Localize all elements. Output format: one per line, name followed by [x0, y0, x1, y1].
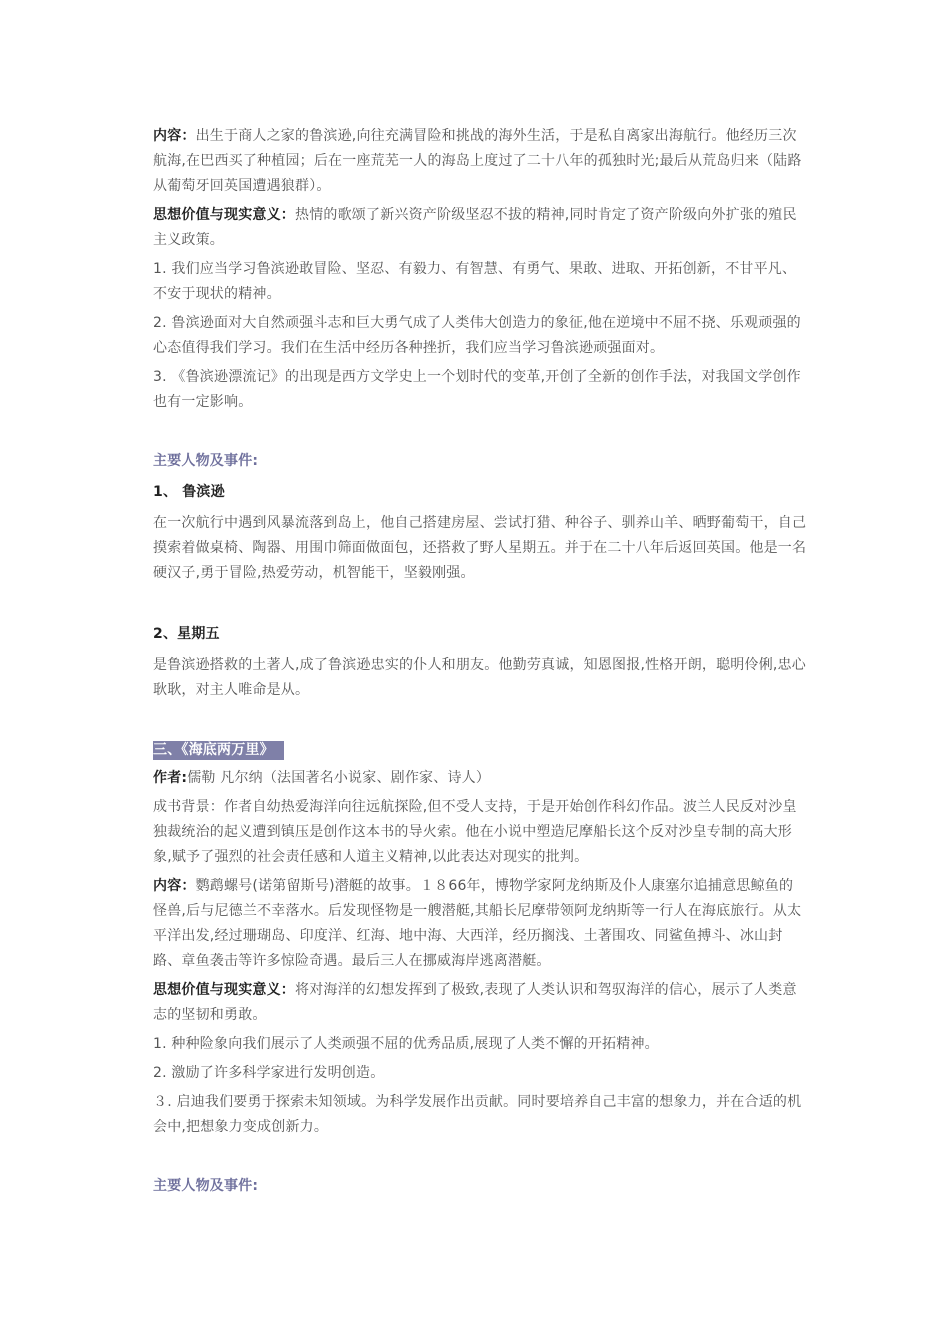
characters-heading: 主要人物及事件: — [153, 1178, 259, 1194]
content-paragraph — [153, 124, 807, 199]
spacer — [153, 707, 807, 733]
value-paragraph — [153, 203, 807, 253]
value-point: ３. 启迪我们要勇于探索未知领域。为科学发展作出贡献。同时要培养自己丰富的想象力，并在合适的机会中,把想象力变成创新力。 — [153, 1094, 802, 1135]
value-point: 1. 种种险象向我们展示了人类顽强不屈的优秀品质,展现了人类不懈的开拓精神。 — [153, 1036, 659, 1052]
character-title: 1、 鲁滨逊 — [153, 484, 225, 500]
author-paragraph — [153, 766, 807, 791]
value-point: 2. 鲁滨逊面对大自然顽强斗志和巨大勇气成了人类伟大创造力的象征,他在逆境中不屈不挠、乐观顽强的心态值得我们学习。我们在生活中经历各种挫折，我们应当学习鲁滨逊顽强面对。 — [153, 315, 801, 356]
author-label: 作者: — [153, 770, 188, 786]
value-text: 热情的歌颂了新兴资产阶级坚忍不拔的精神,同时肯定了资产阶级向外扩张的殖民主义政策。 — [153, 207, 797, 248]
value-point: 1. 我们应当学习鲁滨逊敢冒险、坚忍、有毅力、有智慧、有勇气、果敢、进取、开拓创新，不甘平凡、不安于现状的精神。 — [153, 261, 797, 302]
value-point: 2. 激励了许多科学家进行发明创造。 — [153, 1065, 385, 1081]
content-text: 出生于商人之家的鲁滨逊,向往充满冒险和挑战的海外生活，于是私自离家出海航行。他经历三次航海,在巴西买了种植园；后在一座荒芜一人的海岛上度过了二十八年的孤独时光;最后从荒岛归来（陆路从葡萄牙回英国遭遇狼群）。 — [153, 128, 802, 194]
content-label: 内容： — [153, 878, 196, 894]
chapter-title: 三、《海底两万里》 — [153, 741, 284, 760]
content-paragraph — [153, 874, 807, 974]
character-description: 是鲁滨逊搭救的土著人,成了鲁滨逊忠实的仆人和朋友。他勤劳真诚，知恩图报,性格开朗，聪明伶俐,忠心耿耿，对主人唯命是从。 — [153, 657, 806, 698]
value-label: 思想价值与现实意义： — [153, 207, 295, 223]
background-paragraph: 成书背景：作者自幼热爱海洋向往远航探险,但不受人支持，于是开始创作科幻作品。波兰人民反对沙皇独裁统治的起义遭到镇压是创作这本书的导火索。他在小说中塑造尼摩船长这个反对沙皇专制的高大形象,赋予了强烈的社会责任感和人道主义精神,以此表达对现实的批判。 — [153, 799, 797, 865]
character-title: 2、星期五 — [153, 626, 220, 642]
value-paragraph — [153, 978, 807, 1028]
document-page — [153, 124, 807, 1205]
content-label: 内容： — [153, 128, 196, 144]
characters-heading: 主要人物及事件: — [153, 453, 259, 469]
value-text: 将对海洋的幻想发挥到了极致,表现了人类认识和驾驭海洋的信心，展示了人类意志的坚韧和勇敢。 — [153, 982, 797, 1023]
author-text: 儒勒 凡尔纳（法国著名小说家、剧作家、诗人） — [187, 770, 491, 786]
spacer — [153, 590, 807, 622]
value-point: 3. 《鲁滨逊漂流记》的出现是西方文学史上一个划时代的变革,开创了全新的创作手法，对我国文学创作也有一定影响。 — [153, 369, 801, 410]
content-text: 鹦鹉螺号(诺第留斯号)潜艇的故事。１８66年，博物学家阿龙纳斯及仆人康塞尔追捕意思鲸鱼的怪兽,后与尼德兰不幸落水。后发现怪物是一艘潜艇,其船长尼摩带领阿龙纳斯等一行人在海底旅行。从太平洋出发,经过珊瑚岛、印度洋、红海、地中海、大西洋，经历搁浅、土著围攻、同鲨鱼搏斗、冰山封路、章鱼袭击等许多惊险奇遇。最后三人在挪威海岸逃离潜艇。 — [153, 878, 802, 969]
character-description: 在一次航行中遇到风暴流落到岛上，他自己搭建房屋、尝试打猎、种谷子、驯养山羊、晒野葡萄干，自己摸索着做桌椅、陶器、用围巾筛面做面包，还搭救了野人星期五。并于在二十八年后返回英国。他是一名硬汉子,勇于冒险,热爱劳动，机智能干，坚毅刚强。 — [153, 515, 807, 581]
value-label: 思想价值与现实意义： — [153, 982, 295, 998]
